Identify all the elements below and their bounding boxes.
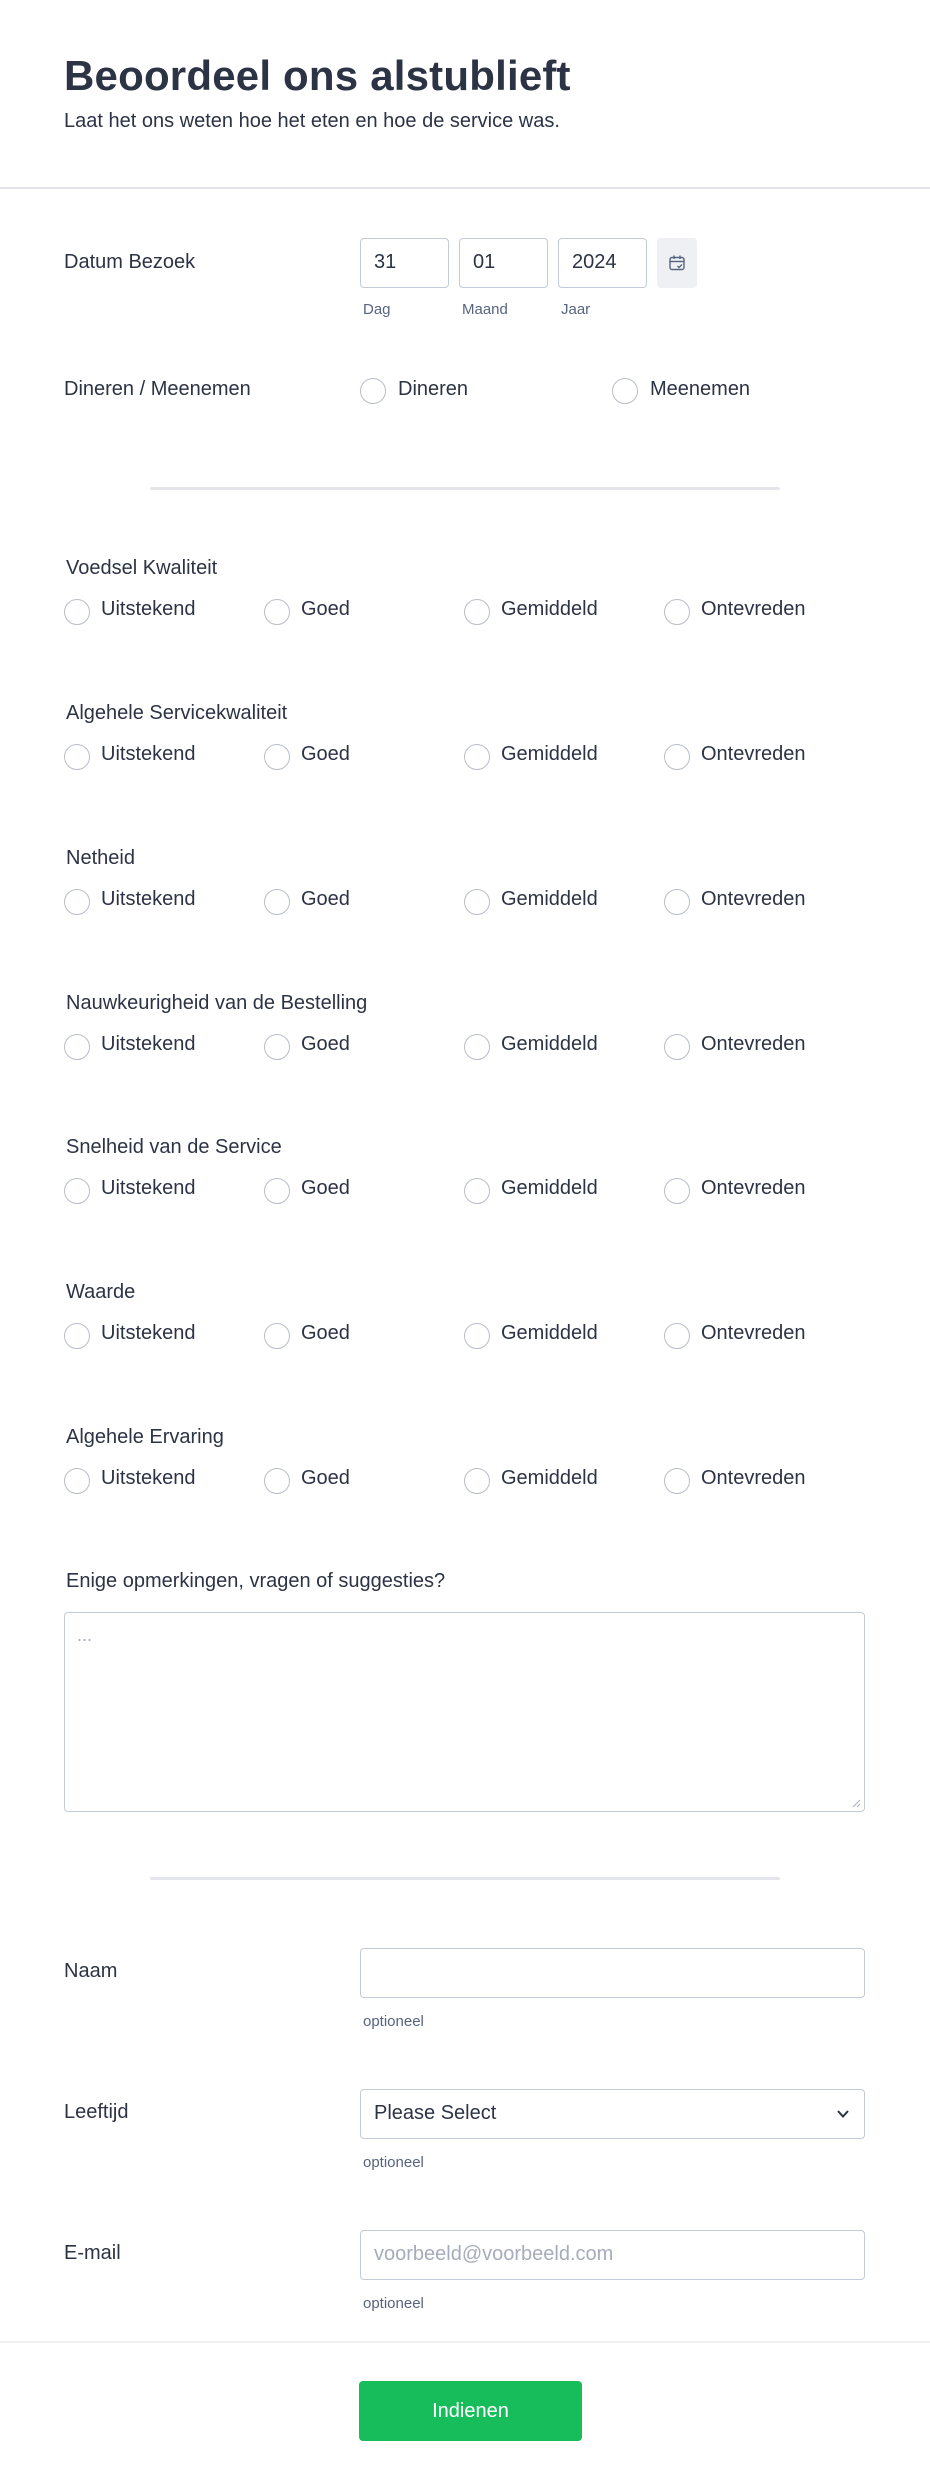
radio-ontevreden[interactable] — [664, 744, 690, 770]
name-label: Naam — [64, 1960, 118, 1982]
radio-gemiddeld[interactable] — [464, 744, 490, 770]
radio-goed[interactable] — [264, 1178, 290, 1204]
option-ontevreden-label: Ontevreden — [701, 1322, 806, 1344]
radio-goed[interactable] — [264, 599, 290, 625]
form-header — [0, 0, 930, 189]
option-ontevreden-label: Ontevreden — [701, 1177, 806, 1199]
radio-uitstekend[interactable] — [64, 1468, 90, 1494]
option-ontevreden-label: Ontevreden — [701, 888, 806, 910]
email-input[interactable] — [360, 2230, 865, 2280]
day-sublabel: Dag — [363, 301, 391, 318]
radio-ontevreden[interactable] — [664, 1468, 690, 1494]
email-hint: optioneel — [363, 2295, 424, 2312]
question-netheid: Netheid — [66, 847, 135, 869]
email-label: E-mail — [64, 2242, 121, 2264]
age-selected-value: Please Select — [374, 2102, 497, 2124]
option-gemiddeld-label: Gemiddeld — [501, 743, 598, 765]
option-ontevreden-label: Ontevreden — [701, 743, 806, 765]
form-subtitle: Laat het ons weten hoe het eten en hoe de service was. — [64, 110, 560, 132]
option-goed-label: Goed — [301, 1322, 350, 1344]
option-goed-label: Goed — [301, 1033, 350, 1055]
option-dineren-label: Dineren — [398, 378, 469, 400]
year-input[interactable]: 2024 — [558, 238, 647, 288]
option-ontevreden-label: Ontevreden — [701, 598, 806, 620]
age-select[interactable] — [360, 2089, 865, 2139]
radio-goed[interactable] — [264, 744, 290, 770]
radio-goed[interactable] — [264, 1323, 290, 1349]
month-sublabel: Maand — [462, 301, 508, 318]
radio-ontevreden[interactable] — [664, 599, 690, 625]
option-ontevreden-label: Ontevreden — [701, 1033, 806, 1055]
option-gemiddeld-label: Gemiddeld — [501, 598, 598, 620]
radio-meenemen[interactable] — [612, 378, 638, 404]
visit-date-label: Datum Bezoek — [64, 251, 196, 273]
day-input[interactable]: 31 — [360, 238, 449, 288]
radio-goed[interactable] — [264, 889, 290, 915]
option-uitstekend-label: Uitstekend — [101, 1033, 196, 1055]
radio-ontevreden[interactable] — [664, 1178, 690, 1204]
option-uitstekend-label: Uitstekend — [101, 743, 196, 765]
option-goed-label: Goed — [301, 1177, 350, 1199]
option-uitstekend-label: Uitstekend — [101, 1322, 196, 1344]
question-voedsel-kwaliteit: Voedsel Kwaliteit — [66, 557, 218, 579]
option-uitstekend-label: Uitstekend — [101, 1177, 196, 1199]
radio-uitstekend[interactable] — [64, 889, 90, 915]
question-snelheid-service: Snelheid van de Service — [66, 1136, 282, 1158]
radio-gemiddeld[interactable] — [464, 1034, 490, 1060]
option-goed-label: Goed — [301, 743, 350, 765]
radio-uitstekend[interactable] — [64, 744, 90, 770]
radio-ontevreden[interactable] — [664, 1323, 690, 1349]
option-uitstekend-label: Uitstekend — [101, 1467, 196, 1489]
radio-uitstekend[interactable] — [64, 1034, 90, 1060]
question-algehele-ervaring: Algehele Ervaring — [66, 1426, 224, 1448]
option-gemiddeld-label: Gemiddeld — [501, 888, 598, 910]
submit-button[interactable]: Indienen — [359, 2381, 582, 2441]
option-gemiddeld-label: Gemiddeld — [501, 1322, 598, 1344]
calendar-icon — [668, 254, 686, 272]
year-sublabel: Jaar — [561, 301, 591, 318]
section-divider — [150, 487, 780, 490]
option-ontevreden-label: Ontevreden — [701, 1467, 806, 1489]
option-gemiddeld-label: Gemiddeld — [501, 1177, 598, 1199]
radio-ontevreden[interactable] — [664, 889, 690, 915]
option-gemiddeld-label: Gemiddeld — [501, 1467, 598, 1489]
question-waarde: Waarde — [66, 1281, 136, 1303]
radio-goed[interactable] — [264, 1034, 290, 1060]
radio-uitstekend[interactable] — [64, 1323, 90, 1349]
form-footer — [0, 2341, 930, 2489]
radio-gemiddeld[interactable] — [464, 889, 490, 915]
option-goed-label: Goed — [301, 1467, 350, 1489]
name-hint: optioneel — [363, 2013, 424, 2030]
radio-dineren[interactable] — [360, 378, 386, 404]
radio-uitstekend[interactable] — [64, 599, 90, 625]
name-input[interactable] — [360, 1948, 865, 1998]
chevron-down-icon — [836, 2107, 850, 2121]
radio-uitstekend[interactable] — [64, 1178, 90, 1204]
section-divider — [150, 1877, 780, 1880]
form-title: Beoordeel ons alstublieft — [64, 52, 571, 99]
option-uitstekend-label: Uitstekend — [101, 598, 196, 620]
option-goed-label: Goed — [301, 598, 350, 620]
option-meenemen-label: Meenemen — [650, 378, 751, 400]
comments-placeholder: ... — [77, 1625, 93, 1645]
radio-ontevreden[interactable] — [664, 1034, 690, 1060]
email-placeholder: voorbeeld@voorbeeld.com — [374, 2243, 614, 2265]
comments-textarea[interactable] — [64, 1612, 865, 1812]
month-input[interactable]: 01 — [459, 238, 548, 288]
option-goed-label: Goed — [301, 888, 350, 910]
option-uitstekend-label: Uitstekend — [101, 888, 196, 910]
resize-grip-icon[interactable] — [851, 1798, 861, 1808]
age-hint: optioneel — [363, 2154, 424, 2171]
radio-gemiddeld[interactable] — [464, 599, 490, 625]
radio-gemiddeld[interactable] — [464, 1178, 490, 1204]
question-nauwkeurigheid-bestelling: Nauwkeurigheid van de Bestelling — [66, 992, 368, 1014]
option-gemiddeld-label: Gemiddeld — [501, 1033, 598, 1055]
radio-gemiddeld[interactable] — [464, 1468, 490, 1494]
calendar-button[interactable] — [657, 238, 697, 288]
radio-goed[interactable] — [264, 1468, 290, 1494]
radio-gemiddeld[interactable] — [464, 1323, 490, 1349]
comments-label: Enige opmerkingen, vragen of suggesties? — [66, 1570, 446, 1592]
question-algehele-servicekwaliteit: Algehele Servicekwaliteit — [66, 702, 288, 724]
age-label: Leeftijd — [64, 2101, 129, 2123]
dining-label: Dineren / Meenemen — [64, 378, 251, 400]
